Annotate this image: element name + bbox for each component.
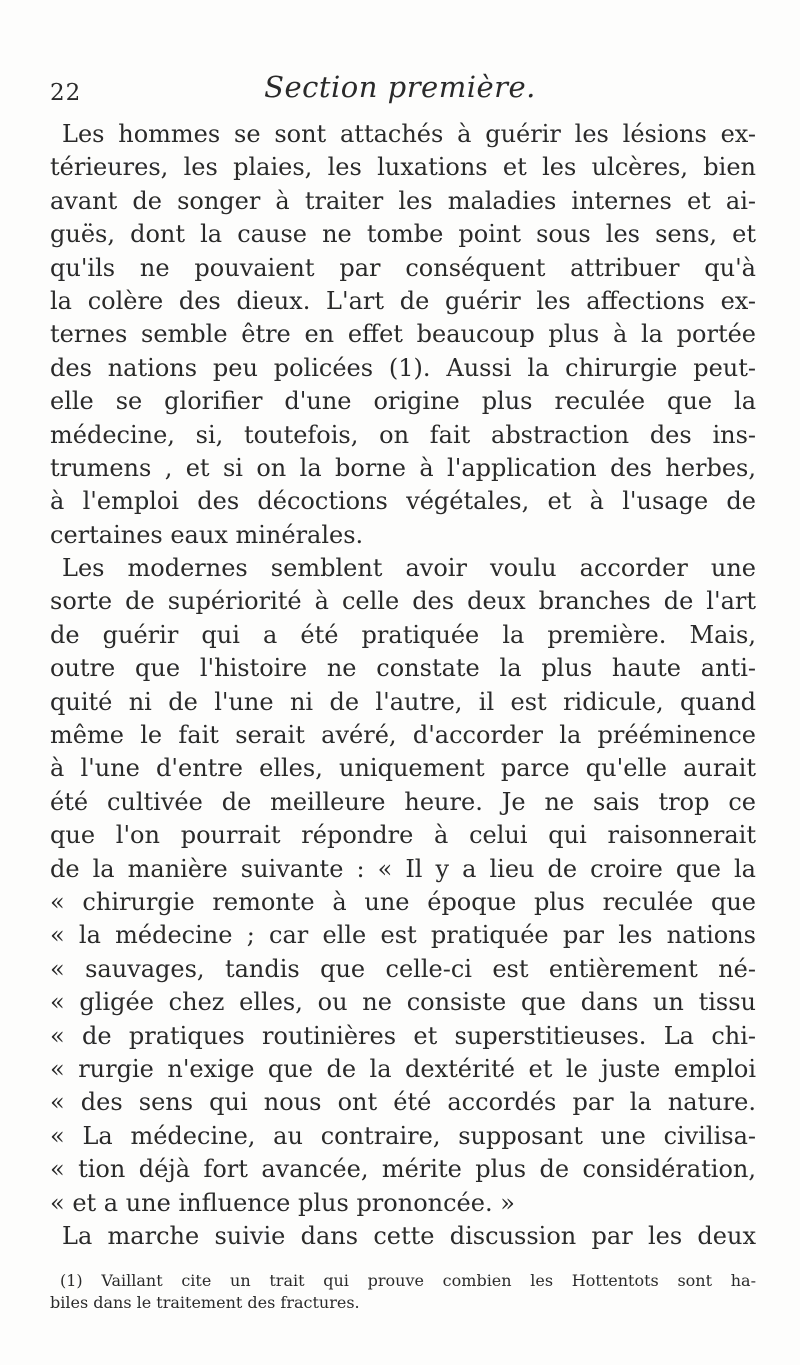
- text-line: trumens , et si on la borne à l'application des herbes,: [50, 453, 756, 482]
- text-line: Les hommes se sont attachés à guérir les lésions ex-: [62, 120, 756, 148]
- text-line: la colère des dieux. L'art de guérir les affections ex-: [50, 286, 756, 315]
- text-line: « de pratiques routinières et superstitieuses. La chi-: [50, 1021, 756, 1050]
- footnote: [50, 1270, 756, 1314]
- text-line: à l'une d'entre elles, uniquement parce qu'elle aurait: [50, 754, 756, 783]
- text-line: certaines eaux minérales.: [50, 520, 364, 549]
- text-line: que l'on pourrait répondre à celui qui raisonnerait: [50, 821, 756, 850]
- text-line: de la manière suivante : « Il y a lieu de croire que la: [50, 854, 756, 883]
- page-header: [50, 70, 750, 110]
- text-line: « et a une influence plus prononcée. »: [50, 1188, 515, 1217]
- text-line: de guérir qui a été pratiquée la première. Mais,: [50, 620, 756, 649]
- text-line: ternes semble être en effet beaucoup plus à la portée: [50, 320, 756, 349]
- footnote-line: (1) Vaillant cite un trait qui prouve combien les Hottentots sont ha-: [60, 1271, 756, 1290]
- running-title: Section première.: [264, 70, 536, 104]
- text-line: « rurgie n'exige que de la dextérité et le juste emploi: [50, 1054, 756, 1083]
- text-line: « des sens qui nous ont été accordés par la nature.: [50, 1088, 756, 1117]
- text-line: « tion déjà fort avancée, mérite plus de considération,: [50, 1155, 756, 1184]
- text-line: « La médecine, au contraire, supposant une civilisa-: [50, 1121, 756, 1150]
- body-text: [50, 118, 756, 1253]
- text-line: « chirurgie remonte à une époque plus reculée que: [50, 887, 756, 916]
- text-line: même le fait serait avéré, d'accorder la prééminence: [50, 721, 756, 750]
- text-line: médecine, si, toutefois, on fait abstraction des ins-: [50, 420, 756, 449]
- text-line: Les modernes semblent avoir voulu accorder une: [62, 554, 756, 583]
- text-line: « sauvages, tandis que celle-ci est entièrement né-: [50, 954, 756, 983]
- text-line: quité ni de l'une ni de l'autre, il est ridicule, quand: [50, 687, 756, 716]
- text-line: La marche suivie dans cette discussion par les deux: [62, 1221, 756, 1250]
- text-line: « la médecine ; car elle est pratiquée par les nations: [50, 921, 756, 950]
- page-number: 22: [50, 80, 82, 106]
- text-line: guës, dont la cause ne tombe point sous les sens, et: [50, 220, 756, 249]
- text-line: « gligée chez elles, ou ne consiste que dans un tissu: [50, 988, 756, 1017]
- text-line: elle se glorifier d'une origine plus reculée que la: [50, 387, 756, 416]
- text-line: térieures, les plaies, les luxations et les ulcères, bien: [50, 153, 756, 182]
- text-line: sorte de supériorité à celle des deux branches de l'art: [50, 587, 756, 616]
- text-line: outre que l'histoire ne constate la plus haute anti-: [50, 654, 756, 683]
- text-line: à l'emploi des décoctions végétales, et à l'usage de: [50, 487, 756, 516]
- text-line: avant de songer à traiter les maladies internes et ai-: [50, 186, 756, 215]
- text-line: des nations peu policées (1). Aussi la chirurgie peut-: [50, 353, 756, 382]
- text-line: été cultivée de meilleure heure. Je ne sais trop ce: [50, 787, 756, 816]
- footnote-line: biles dans le traitement des fractures.: [50, 1293, 360, 1312]
- text-line: qu'ils ne pouvaient par conséquent attribuer qu'à: [50, 253, 756, 282]
